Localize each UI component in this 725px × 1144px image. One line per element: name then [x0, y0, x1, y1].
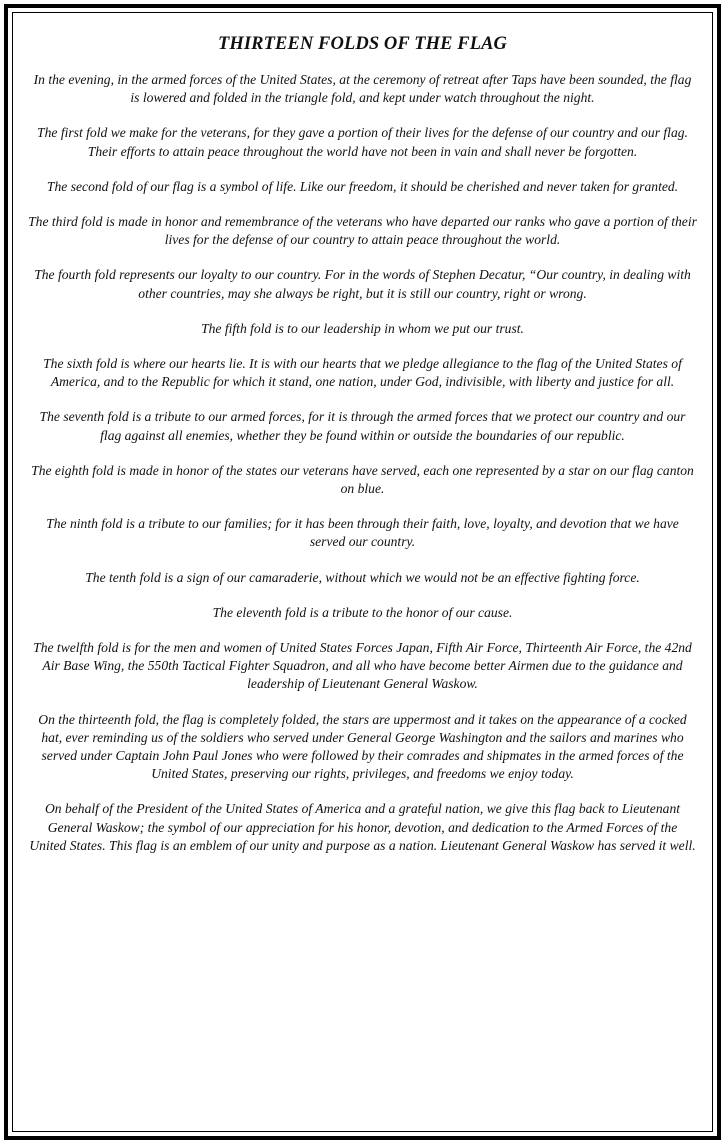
document-body — [28, 34, 697, 872]
paragraph-fifth-fold: The fifth fold is to our leadership in whom we put our trust. — [201, 320, 524, 336]
page-title: THIRTEEN FOLDS OF THE FLAG — [217, 34, 508, 54]
paragraph-twelfth-fold: The twelfth fold is for the men and women of United States Forces Japan, Fifth Air Force, Thirteenth Air Force, the 42nd Air Base Wing, the 550th Tactical Fighter Squadron, and all who have become better Airmen due to the guidance and leadership of Lieutenant General Waskow. — [33, 640, 692, 692]
paragraph-sixth-fold: The sixth fold is where our hearts lie. It is with our hearts that we pledge allegiance to the flag of the United States of America, and to the Republic for which it stand, one nation, under God, indivisible, with liberty and justice for all. — [43, 356, 682, 390]
paragraph-eleventh-fold: The eleventh fold is a tribute to the honor of our cause. — [212, 604, 513, 620]
paragraph-second-fold: The second fold of our flag is a symbol of life. Like our freedom, it should be cherished and never taken for granted. — [46, 178, 679, 194]
paragraph-fourth-fold: The fourth fold represents our loyalty to our country. For in the words of Stephen Decatur, “Our country, in dealing with other countries, may she always be right, but it is still our country, right or wrong. — [34, 267, 691, 301]
paragraph-first-fold: The first fold we make for the veterans, for they gave a portion of their lives for the defense of our country and our flag. Their efforts to attain peace throughout the world have not been in vain and shall never be forgotten. — [37, 125, 688, 159]
paragraph-eighth-fold: The eighth fold is made in honor of the states our veterans have served, each one represented by a star on our flag canton on blue. — [31, 462, 694, 497]
paragraph-tenth-fold: The tenth fold is a sign of our camaraderie, without which we would not be an effective fighting force. — [85, 569, 640, 585]
paragraph-closing: On behalf of the President of the United States of America and a grateful nation, we give this flag back to Lieutenant General Waskow; the symbol of our appreciation for his honor, devotion, and dedication to the Armed Forces of the United States. This flag is an emblem of our unity and purpose as a nation. Lieutenant General Waskow has served it well. — [29, 801, 696, 853]
paragraph-ninth-fold: The ninth fold is a tribute to our families; for it has been through their faith, love, loyalty, and devotion that we have served our country. — [46, 516, 679, 550]
paragraph-third-fold: The third fold is made in honor and remembrance of the veterans who have departed our ranks who gave a portion of their lives for the defense of our country to attain peace throughout the world. — [28, 214, 697, 248]
paragraph-thirteenth-fold: On the thirteenth fold, the flag is completely folded, the stars are uppermost and it takes on the appearance of a cocked hat, ever reminding us of the soldiers who served under General George Washington and the sailors and marines who served under Captain John Paul Jones who were followed by their comrades and shipmates in the armed forces of the United States, preserving our rights, privileges, and freedoms we enjoy today. — [38, 711, 687, 782]
paragraph-intro: In the evening, in the armed forces of the United States, at the ceremony of retreat after Taps have been sounded, the flag is lowered and folded in the triangle fold, and kept under watch throughout the night. — [33, 72, 692, 106]
paragraph-seventh-fold: The seventh fold is a tribute to our armed forces, for it is through the armed forces that we protect our country and our flag against all enemies, whether they be found within or outside the boundaries of our republic. — [39, 409, 686, 443]
